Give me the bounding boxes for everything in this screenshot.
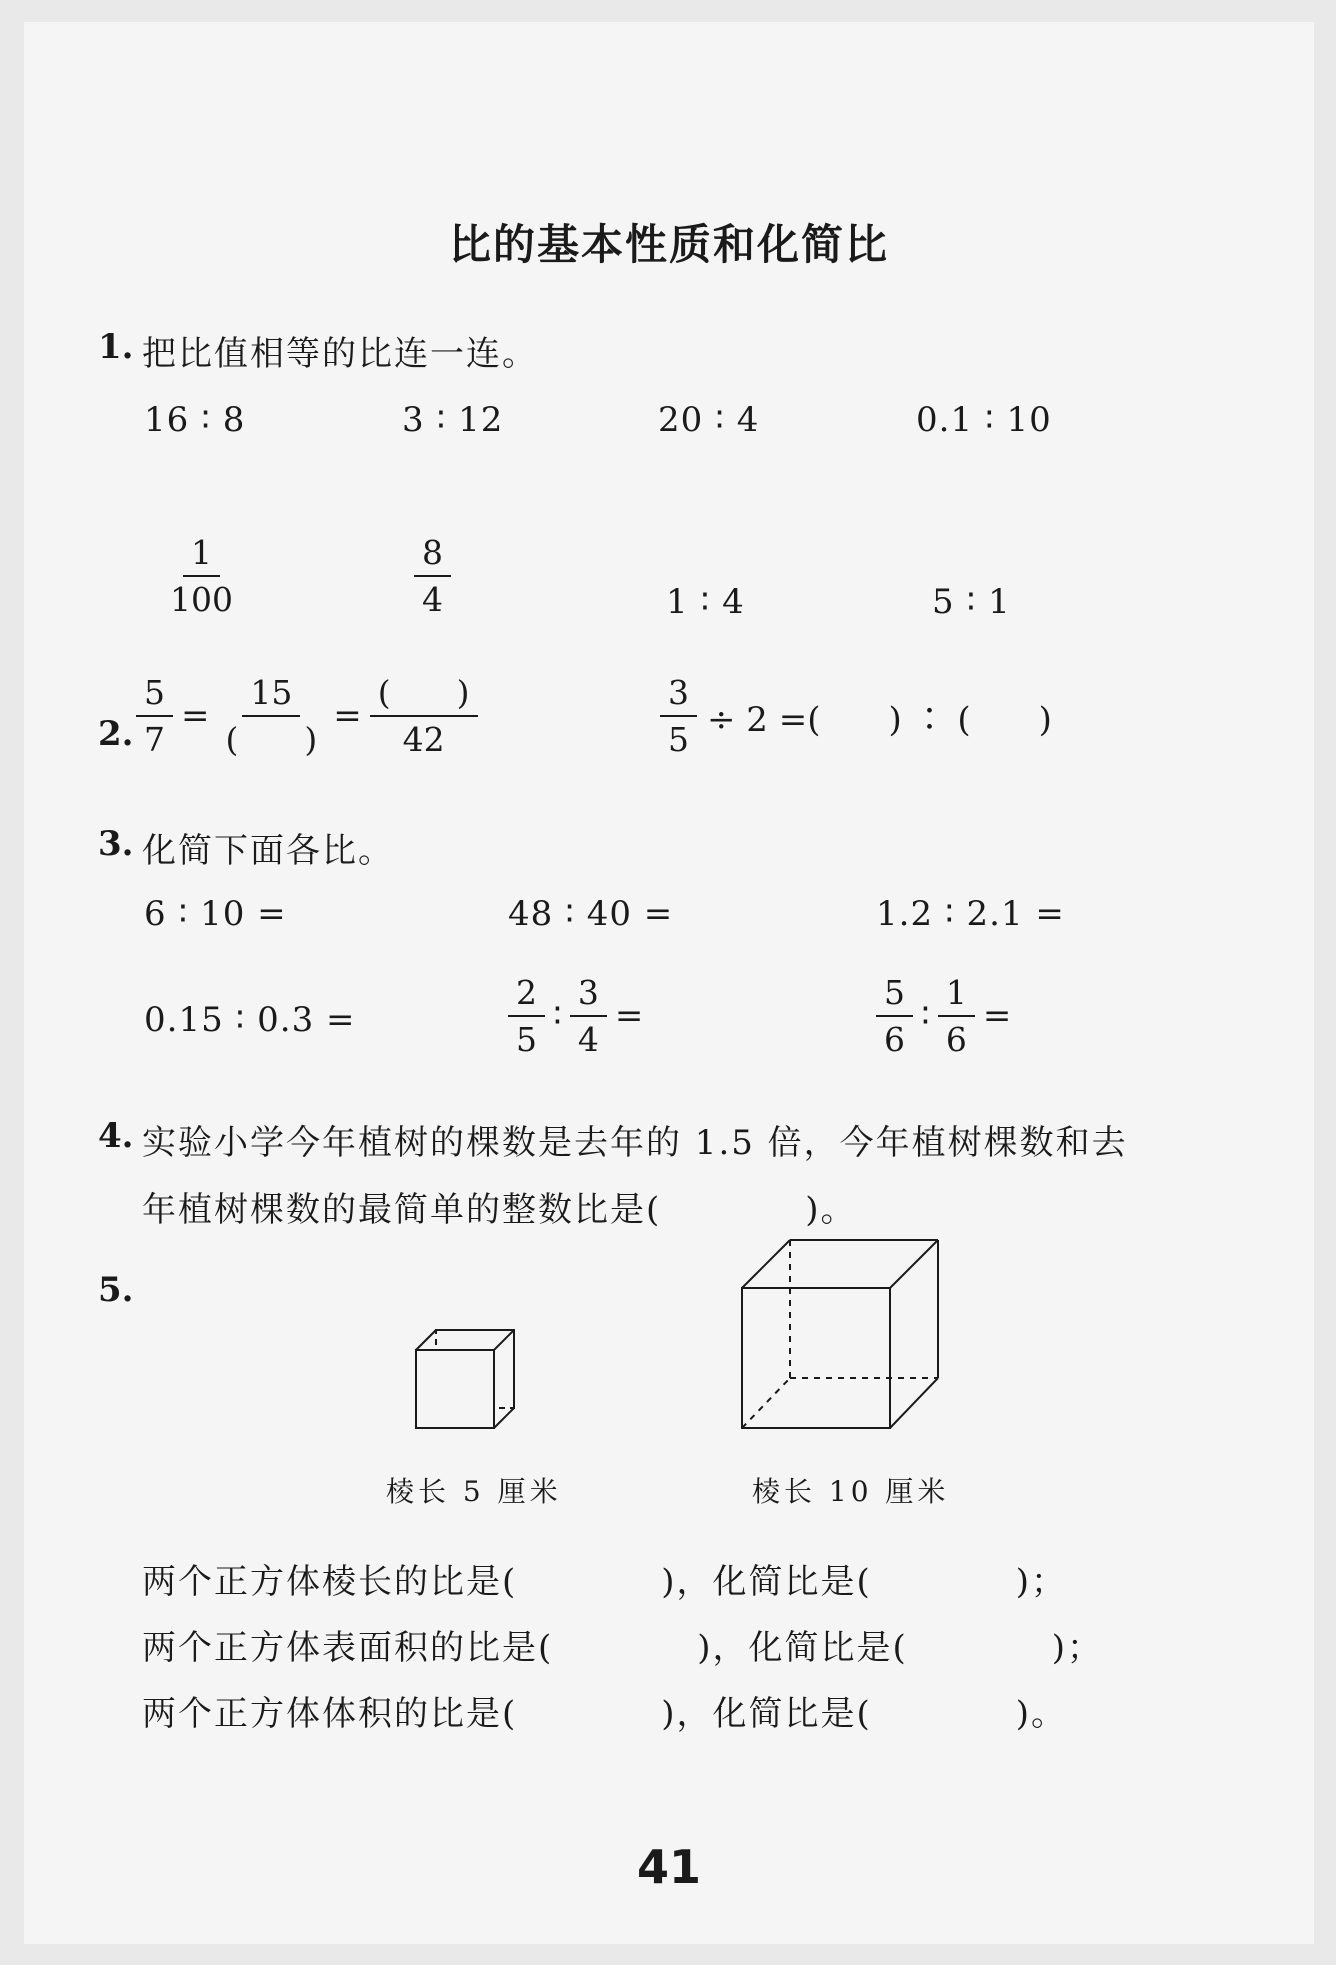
fraction-2-5: [508, 972, 545, 1061]
fraction-denominator: 7: [144, 720, 165, 760]
page-number: 41: [636, 1840, 701, 1894]
fraction-numerator: 15: [242, 672, 300, 717]
answer-blank[interactable]: ( ): [370, 672, 478, 717]
fraction-numerator: 2: [508, 972, 545, 1017]
fraction-1-6: [938, 972, 975, 1061]
q3-ratio-1.2-2.1[interactable]: 1.2 ∶ 2.1 =: [876, 894, 1065, 934]
q2-number: 2.: [98, 714, 134, 754]
fraction-denominator: 100: [170, 580, 233, 620]
fraction-denominator: 6: [884, 1020, 905, 1060]
q1-ratio-20-4[interactable]: 20 ∶ 4: [658, 400, 760, 440]
small-cube-caption: 棱长 5 厘米: [386, 1475, 562, 1508]
large-cube-caption: 棱长 10 厘米: [752, 1475, 950, 1508]
fraction-denominator: 4: [577, 1020, 599, 1060]
equals-sign: =: [982, 996, 1012, 1037]
q3-ratio-6-10[interactable]: 6 ∶ 10 =: [144, 894, 287, 934]
q2-fraction-blank-42[interactable]: [370, 672, 478, 761]
fraction-denominator: 6: [945, 1020, 967, 1060]
q2-equation-2: [660, 672, 1052, 761]
q5-volume-ratio-line[interactable]: 两个正方体体积的比是( )，化简比是( )。: [142, 1694, 1068, 1734]
q2-fraction-3-5: [660, 672, 697, 761]
fraction-5-6: [876, 972, 913, 1061]
q1-ratio-1-4[interactable]: 1 ∶ 4: [666, 582, 745, 622]
front-face: [742, 1288, 890, 1428]
fraction-denominator: 4: [422, 580, 443, 620]
q1-ratio-0.1-10[interactable]: 0.1 ∶ 10: [916, 400, 1052, 440]
equals-sign: =: [333, 696, 362, 737]
q4-line-2[interactable]: 年植树棵数的最简单的整数比是( )。: [142, 1190, 857, 1230]
equals-sign: =: [181, 696, 210, 737]
q1-ratio-16-8[interactable]: 16 ∶ 8: [144, 400, 246, 440]
q1-ratio-5-1[interactable]: 5 ∶ 1: [932, 582, 1011, 622]
fraction-numerator: 3: [570, 972, 607, 1017]
q1-ratio-3-12[interactable]: 3 ∶ 12: [402, 400, 504, 440]
answer-blank[interactable]: ( ): [225, 720, 318, 760]
fraction-numerator: 1: [183, 532, 220, 577]
q2-fraction-5-7: [136, 672, 173, 761]
q3-ratio-0.15-0.3[interactable]: 0.15 ∶ 0.3 =: [144, 1000, 356, 1040]
q4-number: 4.: [98, 1116, 134, 1156]
q1-number: 1.: [98, 327, 134, 367]
fraction-denominator: 5: [516, 1020, 537, 1060]
equals-sign: =: [614, 996, 644, 1037]
worksheet-page: [24, 22, 1314, 1944]
fraction-denominator: 42: [402, 720, 445, 760]
ratio-colon: ∶: [921, 996, 930, 1037]
q3-number: 3.: [98, 824, 134, 864]
q2-equation-1: [136, 672, 478, 761]
q5-edge-ratio-line[interactable]: 两个正方体棱长的比是( )，化简比是( )；: [142, 1562, 1068, 1602]
q1-fraction-1-100[interactable]: [162, 532, 241, 621]
ratio-colon: ∶: [553, 996, 562, 1037]
fraction-numerator: 5: [136, 672, 173, 717]
fraction-numerator: 1: [938, 972, 975, 1017]
q1-prompt: 把比值相等的比连一连。: [142, 334, 538, 374]
q2-fraction-15-blank[interactable]: [218, 672, 326, 761]
fraction-numerator: 3: [660, 672, 697, 717]
q3-fraction-ratio-2-5-3-4[interactable]: [508, 972, 643, 1061]
q3-ratio-48-40[interactable]: 48 ∶ 40 =: [508, 894, 674, 934]
q1-fraction-8-4[interactable]: [414, 532, 451, 621]
fraction-denominator: 5: [668, 720, 689, 760]
fraction-3-4: [570, 972, 607, 1061]
q4-line-1: 实验小学今年植树的棵数是去年的 1.5 倍，今年植树棵数和去: [142, 1123, 1128, 1163]
fraction-numerator: 8: [414, 532, 451, 577]
q2-division-blanks[interactable]: ÷ 2 =( ) ∶ ( ): [707, 699, 1052, 740]
fraction-numerator: 5: [876, 972, 913, 1017]
q5-surface-area-ratio-line[interactable]: 两个正方体表面积的比是( )，化简比是( )；: [142, 1628, 1104, 1668]
page-title: 比的基本性质和化简比: [448, 220, 889, 269]
large-cube-diagram: [740, 1238, 940, 1438]
q3-fraction-ratio-5-6-1-6[interactable]: [876, 972, 1011, 1061]
q5-number: 5.: [98, 1270, 134, 1310]
q3-prompt: 化简下面各比。: [142, 831, 394, 871]
small-cube-diagram: [414, 1328, 524, 1438]
